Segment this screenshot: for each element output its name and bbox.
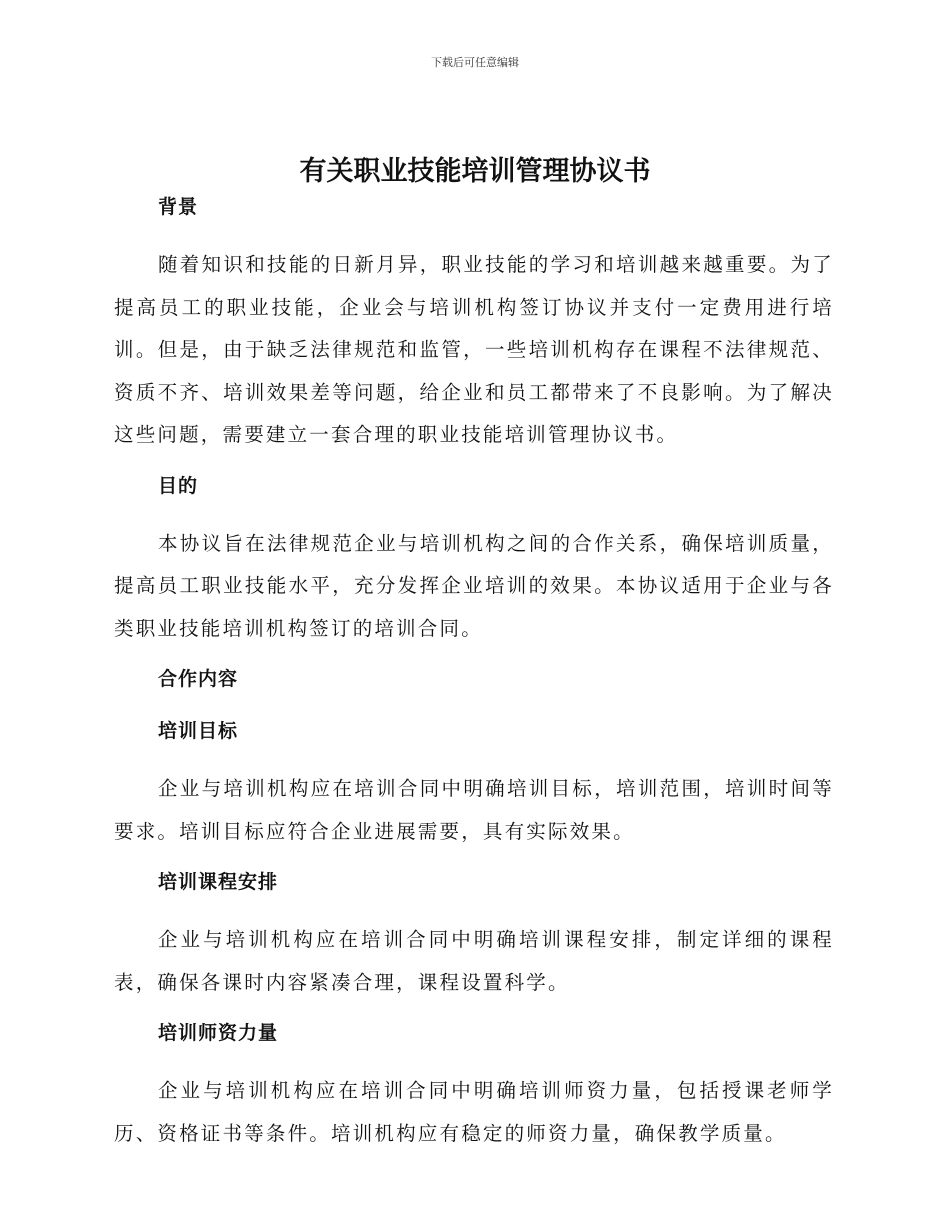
section-heading-schedule: 培训课程安排	[158, 871, 279, 893]
document-title: 有关职业技能培训管理协议书	[299, 156, 651, 187]
section-heading-cooperation: 合作内容	[158, 668, 239, 690]
section-text-teachers: 企业与培训机构应在培训合同中明确培训师资力量，包括授课老师学历、资格证书等条件。培训机构应有稳定的师资力量，确保教学质量。	[114, 1079, 834, 1145]
section-text-schedule: 企业与培训机构应在培训合同中明确培训课程安排，制定详细的课程表，确保各课时内容紧凑合理，课程设置科学。	[114, 928, 834, 994]
section-heading-goals: 培训目标	[158, 720, 239, 742]
section-heading-teachers: 培训师资力量	[158, 1022, 279, 1044]
header-note: 下载后可任意编辑	[431, 56, 519, 69]
section-text-purpose: 本协议旨在法律规范企业与培训机构之间的合作关系，确保培训质量，提高员工职业技能水平，充分发挥企业培训的效果。本协议适用于企业与各类职业技能培训机构签订的培训合同。	[114, 531, 834, 640]
section-text-background: 随着知识和技能的日新月异，职业技能的学习和培训越来越重要。为了提高员工的职业技能，企业会与培训机构签订协议并支付一定费用进行培训。但是，由于缺乏法律规范和监管，一些培训机构存在课程不法律规范、资质不齐、培训效果差等问题，给企业和员工都带来了不良影响。为了解决这些问题，需要建立一套合理的职业技能培训管理协议书。	[114, 253, 834, 446]
section-heading-background: 背景	[158, 196, 199, 218]
section-text-goals: 企业与培训机构应在培训合同中明确培训目标，培训范围，培训时间等要求。培训目标应符合企业进展需要，具有实际效果。	[114, 777, 834, 843]
document-body	[114, 192, 834, 1155]
section-heading-purpose: 目的	[158, 474, 199, 497]
